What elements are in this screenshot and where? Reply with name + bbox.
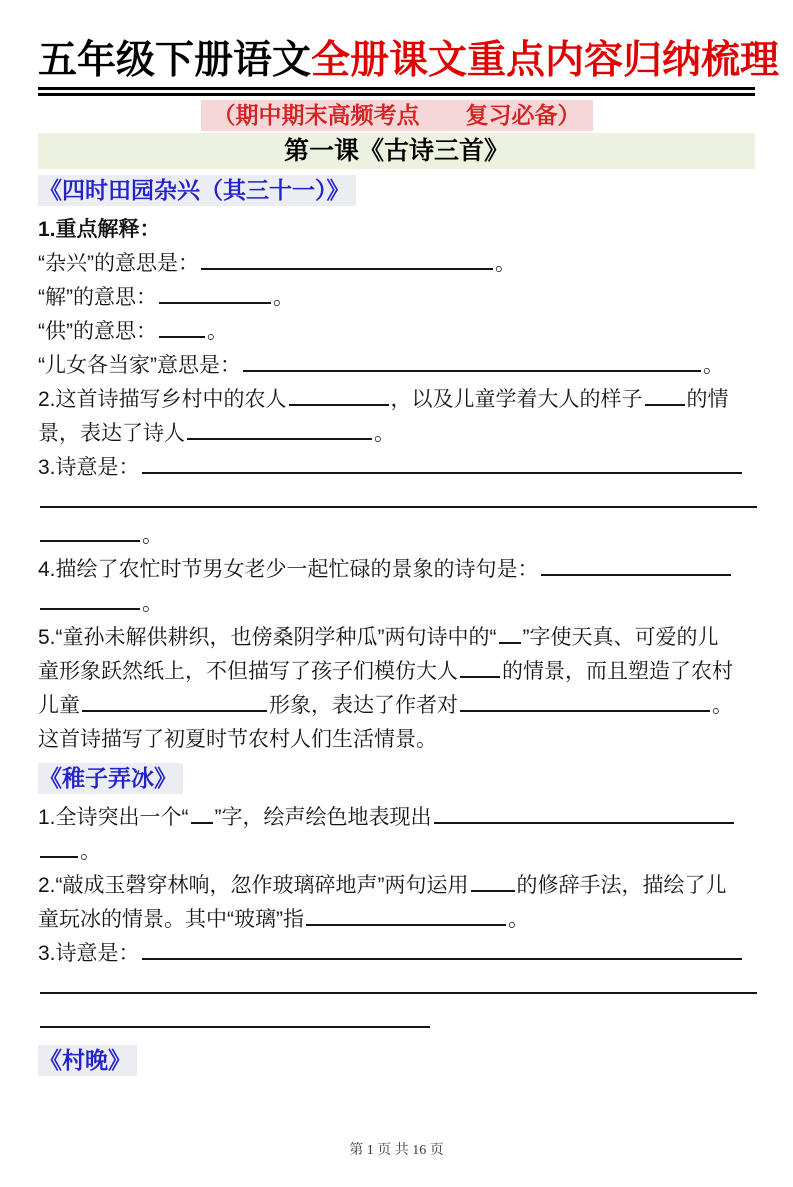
text-run: 儿童 — [38, 694, 80, 717]
fill-in-blank-line — [159, 316, 205, 338]
text-run: 。 — [703, 354, 724, 377]
fill-in-blank-line — [191, 802, 213, 824]
text-run: 的情 — [686, 388, 729, 411]
text-run: 4.描绘了农忙时节男女老少一起忙碌的景象的诗句是： — [38, 558, 539, 581]
text-run: 童形象跃然纸上，不但描写了孩子们模仿大人 — [38, 660, 458, 683]
fill-in-blank-line — [471, 870, 515, 892]
fill-in-blank-line — [434, 802, 734, 824]
document-line — [38, 383, 755, 417]
text-run: 。 — [142, 592, 163, 615]
text-run: 。 — [207, 320, 228, 343]
text-run: 景，表达了诗人 — [38, 422, 185, 445]
text-run: 童玩冰的情景。其中“玻璃”指 — [38, 908, 304, 931]
document-line — [38, 937, 755, 971]
section-heading-row — [38, 175, 755, 209]
fill-in-blank-line — [187, 418, 372, 440]
text-run: 。 — [273, 286, 294, 309]
text-run: 形象，表达了作者对 — [269, 694, 458, 717]
exam-note-badge: （期中期末高频考点 复习必备） — [201, 100, 593, 131]
document-title — [38, 38, 780, 84]
section-heading-row — [38, 763, 755, 797]
document-line — [38, 971, 755, 1005]
document-title-grade: 五年级下册语文 — [38, 39, 312, 82]
document-line — [38, 621, 755, 655]
document-line — [38, 485, 755, 519]
page-content — [0, 38, 793, 1079]
text-run: 1.全诗突出一个“ — [38, 806, 189, 829]
text-run: “杂兴”的意思是： — [38, 252, 199, 275]
document-line — [38, 835, 755, 869]
fill-in-blank-line — [82, 690, 267, 712]
text-run: 1.重点解释： — [38, 218, 161, 241]
document-title-subject: 全册课文重点内容归纳梳理 — [311, 39, 780, 82]
title-double-rule — [38, 87, 755, 96]
document-line — [38, 349, 755, 383]
fill-in-blank-line — [159, 282, 271, 304]
text-run: 3.诗意是： — [38, 942, 140, 965]
fill-in-blank-line — [40, 588, 140, 610]
text-run: 。 — [508, 908, 529, 931]
fill-in-blank-line — [142, 452, 742, 474]
fill-in-blank-line — [243, 350, 701, 372]
section-heading: 《村晚》 — [38, 1045, 137, 1076]
fill-in-blank-line — [40, 520, 140, 542]
fill-in-blank-line — [142, 938, 742, 960]
document-line — [38, 519, 755, 553]
fill-in-blank-line — [460, 656, 500, 678]
section-heading-row — [38, 1045, 755, 1079]
document-page — [0, 38, 793, 1187]
document-line — [38, 315, 755, 349]
fill-in-blank-line — [40, 972, 757, 994]
section-heading: 《稚子弄冰》 — [38, 763, 183, 794]
document-body — [38, 175, 755, 1079]
text-run: 。 — [80, 840, 101, 863]
document-line — [38, 553, 755, 587]
document-line — [38, 451, 755, 485]
text-run: 。 — [712, 694, 733, 717]
fill-in-blank-line — [201, 248, 493, 270]
text-run: 2.“敲成玉磬穿林响，忽作玻璃碎地声”两句运用 — [38, 874, 469, 897]
document-line — [38, 213, 755, 247]
document-line — [38, 801, 755, 835]
fill-in-blank-line — [645, 384, 685, 406]
text-run: “解”的意思： — [38, 286, 157, 309]
text-run: 2.这首诗描写乡村中的农人 — [38, 388, 287, 411]
document-line — [38, 1005, 755, 1039]
text-run: ，以及儿童学着大人的样子 — [390, 388, 643, 411]
text-run: 的修辞手法，描绘了儿 — [516, 874, 727, 897]
fill-in-blank-line — [460, 690, 710, 712]
section-heading: 《四时田园杂兴（其三十一）》 — [38, 175, 356, 206]
text-run: ”字，绘声绘色地表现出 — [214, 806, 432, 829]
text-run: ”字使天真、可爱的儿 — [522, 626, 719, 649]
document-line — [38, 869, 755, 903]
document-line — [38, 281, 755, 315]
text-run: 这首诗描写了初夏时节农村人们生活情景。 — [38, 728, 437, 751]
fill-in-blank-line — [40, 486, 757, 508]
fill-in-blank-line — [541, 554, 731, 576]
fill-in-blank-line — [499, 622, 521, 644]
page-number-footer: 第 1 页 共 16 页 — [349, 1143, 444, 1158]
document-line — [38, 587, 755, 621]
text-run: 。 — [495, 252, 516, 275]
document-line — [38, 655, 755, 689]
text-run: 5.“童孙未解供耕织，也傍桑阴学种瓜”两句诗中的“ — [38, 626, 497, 649]
subtitle-row — [38, 100, 755, 131]
document-line — [38, 247, 755, 281]
fill-in-blank-line — [40, 1006, 430, 1028]
document-line — [38, 689, 755, 723]
text-run: “供”的意思： — [38, 320, 157, 343]
document-line — [38, 723, 755, 757]
text-run: 。 — [142, 524, 163, 547]
fill-in-blank-line — [40, 836, 78, 858]
fill-in-blank-line — [306, 904, 506, 926]
text-run: 3.诗意是： — [38, 456, 140, 479]
fill-in-blank-line — [289, 384, 389, 406]
document-line — [38, 903, 755, 937]
lesson-banner: 第一课《古诗三首》 — [38, 133, 755, 169]
text-run: “儿女各当家”意思是： — [38, 354, 241, 377]
text-run: 。 — [374, 422, 395, 445]
document-line — [38, 417, 755, 451]
text-run: 的情景，而且塑造了农村 — [502, 660, 733, 683]
